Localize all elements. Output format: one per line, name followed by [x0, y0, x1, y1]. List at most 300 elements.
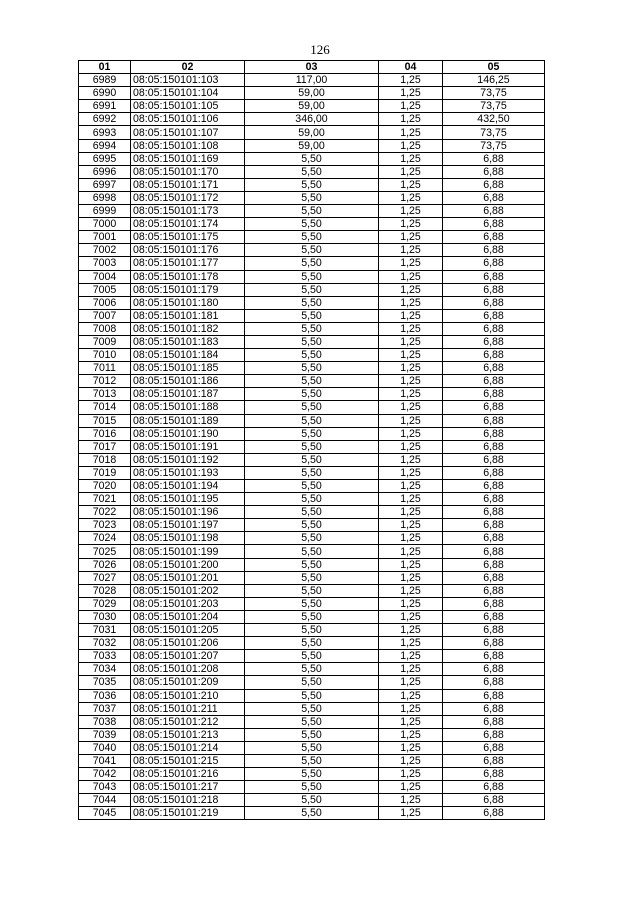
row-number-cell: 6997	[79, 178, 131, 191]
area-cell: 5,50	[245, 322, 379, 335]
total-cell: 6,88	[443, 414, 545, 427]
total-cell: 6,88	[443, 610, 545, 623]
cadastral-number-cell: 08:05:150101:197	[131, 519, 245, 532]
cadastral-number-cell: 08:05:150101:204	[131, 610, 245, 623]
area-cell: 5,50	[245, 296, 379, 309]
row-number-cell: 7038	[79, 715, 131, 728]
coefficient-cell: 1,25	[379, 152, 443, 165]
area-cell: 5,50	[245, 257, 379, 270]
row-number-cell: 7010	[79, 349, 131, 362]
cadastral-number-cell: 08:05:150101:212	[131, 715, 245, 728]
table-row	[79, 663, 545, 676]
column-header-02: 02	[131, 61, 245, 74]
cadastral-number-cell: 08:05:150101:187	[131, 388, 245, 401]
total-cell: 6,88	[443, 480, 545, 493]
total-cell: 6,88	[443, 191, 545, 204]
table-row	[79, 270, 545, 283]
area-cell: 5,50	[245, 558, 379, 571]
coefficient-cell: 1,25	[379, 663, 443, 676]
table-row	[79, 74, 545, 87]
row-number-cell: 7018	[79, 453, 131, 466]
coefficient-cell: 1,25	[379, 74, 443, 87]
cadastral-number-cell: 08:05:150101:208	[131, 663, 245, 676]
row-number-cell: 7032	[79, 637, 131, 650]
coefficient-cell: 1,25	[379, 794, 443, 807]
page-number: 126	[310, 42, 330, 57]
table-row	[79, 624, 545, 637]
coefficient-cell: 1,25	[379, 191, 443, 204]
coefficient-cell: 1,25	[379, 205, 443, 218]
table-row	[79, 453, 545, 466]
total-cell: 146,25	[443, 74, 545, 87]
table-row	[79, 87, 545, 100]
area-cell: 5,50	[245, 610, 379, 623]
row-number-cell: 7023	[79, 519, 131, 532]
table-row	[79, 178, 545, 191]
total-cell: 6,88	[443, 440, 545, 453]
row-number-cell: 7030	[79, 610, 131, 623]
table-row	[79, 283, 545, 296]
table-row	[79, 519, 545, 532]
row-number-cell: 7029	[79, 597, 131, 610]
coefficient-cell: 1,25	[379, 506, 443, 519]
coefficient-cell: 1,25	[379, 781, 443, 794]
area-cell: 5,50	[245, 440, 379, 453]
cadastral-number-cell: 08:05:150101:188	[131, 401, 245, 414]
area-cell: 5,50	[245, 480, 379, 493]
cadastral-number-cell: 08:05:150101:176	[131, 244, 245, 257]
cadastral-number-cell: 08:05:150101:205	[131, 624, 245, 637]
total-cell: 6,88	[443, 218, 545, 231]
total-cell: 6,88	[443, 781, 545, 794]
total-cell: 6,88	[443, 519, 545, 532]
table-body	[79, 74, 545, 820]
table-row	[79, 676, 545, 689]
area-cell: 5,50	[245, 532, 379, 545]
coefficient-cell: 1,25	[379, 624, 443, 637]
cadastral-number-cell: 08:05:150101:214	[131, 741, 245, 754]
cadastral-number-cell: 08:05:150101:198	[131, 532, 245, 545]
coefficient-cell: 1,25	[379, 322, 443, 335]
cadastral-number-cell: 08:05:150101:219	[131, 807, 245, 820]
row-number-cell: 7028	[79, 584, 131, 597]
total-cell: 73,75	[443, 100, 545, 113]
table-row	[79, 165, 545, 178]
table-row	[79, 506, 545, 519]
row-number-cell: 7025	[79, 545, 131, 558]
table-row	[79, 257, 545, 270]
coefficient-cell: 1,25	[379, 87, 443, 100]
cadastral-number-cell: 08:05:150101:185	[131, 362, 245, 375]
area-cell: 5,50	[245, 165, 379, 178]
coefficient-cell: 1,25	[379, 702, 443, 715]
table-row	[79, 296, 545, 309]
table-row	[79, 466, 545, 479]
coefficient-cell: 1,25	[379, 597, 443, 610]
table-row	[79, 558, 545, 571]
area-cell: 5,50	[245, 597, 379, 610]
total-cell: 6,88	[443, 794, 545, 807]
column-header-05: 05	[443, 61, 545, 74]
cadastral-number-cell: 08:05:150101:186	[131, 375, 245, 388]
coefficient-cell: 1,25	[379, 453, 443, 466]
total-cell: 6,88	[443, 270, 545, 283]
total-cell: 6,88	[443, 349, 545, 362]
area-cell: 346,00	[245, 113, 379, 126]
area-cell: 5,50	[245, 663, 379, 676]
cadastral-number-cell: 08:05:150101:201	[131, 571, 245, 584]
cadastral-number-cell: 08:05:150101:218	[131, 794, 245, 807]
total-cell: 6,88	[443, 624, 545, 637]
area-cell: 5,50	[245, 152, 379, 165]
row-number-cell: 7001	[79, 231, 131, 244]
total-cell: 6,88	[443, 558, 545, 571]
coefficient-cell: 1,25	[379, 309, 443, 322]
row-number-cell: 7012	[79, 375, 131, 388]
cadastral-number-cell: 08:05:150101:180	[131, 296, 245, 309]
row-number-cell: 7013	[79, 388, 131, 401]
total-cell: 6,88	[443, 244, 545, 257]
cadastral-number-cell: 08:05:150101:190	[131, 427, 245, 440]
table-row	[79, 231, 545, 244]
coefficient-cell: 1,25	[379, 637, 443, 650]
cadastral-number-cell: 08:05:150101:182	[131, 322, 245, 335]
total-cell: 6,88	[443, 335, 545, 348]
row-number-cell: 6994	[79, 139, 131, 152]
coefficient-cell: 1,25	[379, 296, 443, 309]
row-number-cell: 7019	[79, 466, 131, 479]
coefficient-cell: 1,25	[379, 768, 443, 781]
row-number-cell: 7020	[79, 480, 131, 493]
coefficient-cell: 1,25	[379, 414, 443, 427]
row-number-cell: 6992	[79, 113, 131, 126]
area-cell: 59,00	[245, 100, 379, 113]
row-number-cell: 7044	[79, 794, 131, 807]
total-cell: 73,75	[443, 126, 545, 139]
area-cell: 5,50	[245, 362, 379, 375]
coefficient-cell: 1,25	[379, 754, 443, 767]
area-cell: 5,50	[245, 545, 379, 558]
row-number-cell: 6996	[79, 165, 131, 178]
row-number-cell: 7021	[79, 493, 131, 506]
area-cell: 5,50	[245, 754, 379, 767]
row-number-cell: 7011	[79, 362, 131, 375]
area-cell: 5,50	[245, 388, 379, 401]
area-cell: 5,50	[245, 178, 379, 191]
coefficient-cell: 1,25	[379, 335, 443, 348]
total-cell: 6,88	[443, 427, 545, 440]
table-row	[79, 493, 545, 506]
coefficient-cell: 1,25	[379, 532, 443, 545]
table-row	[79, 244, 545, 257]
row-number-cell: 7004	[79, 270, 131, 283]
coefficient-cell: 1,25	[379, 139, 443, 152]
total-cell: 6,88	[443, 257, 545, 270]
area-cell: 5,50	[245, 728, 379, 741]
cadastral-number-cell: 08:05:150101:173	[131, 205, 245, 218]
area-cell: 5,50	[245, 205, 379, 218]
coefficient-cell: 1,25	[379, 676, 443, 689]
area-cell: 5,50	[245, 794, 379, 807]
coefficient-cell: 1,25	[379, 480, 443, 493]
area-cell: 5,50	[245, 702, 379, 715]
table-row	[79, 794, 545, 807]
table-row	[79, 532, 545, 545]
row-number-cell: 7006	[79, 296, 131, 309]
total-cell: 6,88	[443, 702, 545, 715]
column-header-04: 04	[379, 61, 443, 74]
area-cell: 5,50	[245, 231, 379, 244]
coefficient-cell: 1,25	[379, 244, 443, 257]
area-cell: 5,50	[245, 493, 379, 506]
coefficient-cell: 1,25	[379, 610, 443, 623]
area-cell: 5,50	[245, 571, 379, 584]
total-cell: 6,88	[443, 388, 545, 401]
cadastral-number-cell: 08:05:150101:206	[131, 637, 245, 650]
cadastral-number-cell: 08:05:150101:196	[131, 506, 245, 519]
cadastral-number-cell: 08:05:150101:217	[131, 781, 245, 794]
row-number-cell: 7036	[79, 689, 131, 702]
total-cell: 6,88	[443, 375, 545, 388]
cadastral-number-cell: 08:05:150101:172	[131, 191, 245, 204]
table-row	[79, 375, 545, 388]
row-number-cell: 7039	[79, 728, 131, 741]
table-row	[79, 414, 545, 427]
area-cell: 5,50	[245, 650, 379, 663]
coefficient-cell: 1,25	[379, 126, 443, 139]
total-cell: 6,88	[443, 453, 545, 466]
total-cell: 73,75	[443, 139, 545, 152]
row-number-cell: 7005	[79, 283, 131, 296]
area-cell: 5,50	[245, 637, 379, 650]
table-row	[79, 781, 545, 794]
cadastral-number-cell: 08:05:150101:210	[131, 689, 245, 702]
area-cell: 5,50	[245, 624, 379, 637]
row-number-cell: 7043	[79, 781, 131, 794]
coefficient-cell: 1,25	[379, 165, 443, 178]
area-cell: 5,50	[245, 218, 379, 231]
area-cell: 5,50	[245, 453, 379, 466]
table-row	[79, 152, 545, 165]
row-number-cell: 7041	[79, 754, 131, 767]
cadastral-number-cell: 08:05:150101:107	[131, 126, 245, 139]
row-number-cell: 7040	[79, 741, 131, 754]
total-cell: 6,88	[443, 728, 545, 741]
table-row	[79, 139, 545, 152]
area-cell: 117,00	[245, 74, 379, 87]
cadastral-number-cell: 08:05:150101:215	[131, 754, 245, 767]
cadastral-number-cell: 08:05:150101:195	[131, 493, 245, 506]
area-cell: 5,50	[245, 584, 379, 597]
cadastral-number-cell: 08:05:150101:191	[131, 440, 245, 453]
table-row	[79, 113, 545, 126]
coefficient-cell: 1,25	[379, 571, 443, 584]
table-row	[79, 584, 545, 597]
area-cell: 5,50	[245, 807, 379, 820]
coefficient-cell: 1,25	[379, 113, 443, 126]
row-number-cell: 7026	[79, 558, 131, 571]
row-number-cell: 6991	[79, 100, 131, 113]
cadastral-number-cell: 08:05:150101:169	[131, 152, 245, 165]
coefficient-cell: 1,25	[379, 218, 443, 231]
total-cell: 6,88	[443, 597, 545, 610]
area-cell: 5,50	[245, 309, 379, 322]
total-cell: 6,88	[443, 401, 545, 414]
cadastral-number-cell: 08:05:150101:103	[131, 74, 245, 87]
area-cell: 5,50	[245, 676, 379, 689]
table-row	[79, 715, 545, 728]
cadastral-number-cell: 08:05:150101:177	[131, 257, 245, 270]
row-number-cell: 7014	[79, 401, 131, 414]
table-row	[79, 637, 545, 650]
cadastral-number-cell: 08:05:150101:174	[131, 218, 245, 231]
area-cell: 5,50	[245, 466, 379, 479]
coefficient-cell: 1,25	[379, 427, 443, 440]
table-row	[79, 545, 545, 558]
area-cell: 5,50	[245, 741, 379, 754]
cadastral-number-cell: 08:05:150101:171	[131, 178, 245, 191]
coefficient-cell: 1,25	[379, 650, 443, 663]
area-cell: 59,00	[245, 139, 379, 152]
table-header-row	[79, 61, 545, 74]
cadastral-number-cell: 08:05:150101:181	[131, 309, 245, 322]
area-cell: 5,50	[245, 781, 379, 794]
cadastral-number-cell: 08:05:150101:207	[131, 650, 245, 663]
area-cell: 5,50	[245, 270, 379, 283]
cadastral-number-cell: 08:05:150101:170	[131, 165, 245, 178]
row-number-cell: 6998	[79, 191, 131, 204]
coefficient-cell: 1,25	[379, 270, 443, 283]
cadastral-number-cell: 08:05:150101:183	[131, 335, 245, 348]
row-number-cell: 7035	[79, 676, 131, 689]
row-number-cell: 7009	[79, 335, 131, 348]
table-row	[79, 597, 545, 610]
total-cell: 73,75	[443, 87, 545, 100]
total-cell: 6,88	[443, 152, 545, 165]
total-cell: 6,88	[443, 309, 545, 322]
coefficient-cell: 1,25	[379, 178, 443, 191]
table-row	[79, 741, 545, 754]
table-row	[79, 571, 545, 584]
table-row	[79, 702, 545, 715]
cadastral-number-cell: 08:05:150101:175	[131, 231, 245, 244]
cadastral-number-cell: 08:05:150101:189	[131, 414, 245, 427]
area-cell: 5,50	[245, 519, 379, 532]
cadastral-number-cell: 08:05:150101:108	[131, 139, 245, 152]
row-number-cell: 7000	[79, 218, 131, 231]
cadastral-number-cell: 08:05:150101:105	[131, 100, 245, 113]
row-number-cell: 7003	[79, 257, 131, 270]
total-cell: 6,88	[443, 807, 545, 820]
table-row	[79, 388, 545, 401]
area-cell: 5,50	[245, 768, 379, 781]
area-cell: 5,50	[245, 506, 379, 519]
coefficient-cell: 1,25	[379, 440, 443, 453]
row-number-cell: 6990	[79, 87, 131, 100]
table-row	[79, 650, 545, 663]
table-row	[79, 335, 545, 348]
coefficient-cell: 1,25	[379, 545, 443, 558]
total-cell: 6,88	[443, 231, 545, 244]
total-cell: 6,88	[443, 506, 545, 519]
coefficient-cell: 1,25	[379, 231, 443, 244]
row-number-cell: 7024	[79, 532, 131, 545]
area-cell: 5,50	[245, 375, 379, 388]
column-header-03: 03	[245, 61, 379, 74]
area-cell: 5,50	[245, 427, 379, 440]
row-number-cell: 7015	[79, 414, 131, 427]
cadastral-number-cell: 08:05:150101:194	[131, 480, 245, 493]
coefficient-cell: 1,25	[379, 349, 443, 362]
area-cell: 5,50	[245, 283, 379, 296]
table-row	[79, 427, 545, 440]
total-cell: 6,88	[443, 545, 545, 558]
coefficient-cell: 1,25	[379, 728, 443, 741]
cadastral-number-cell: 08:05:150101:192	[131, 453, 245, 466]
coefficient-cell: 1,25	[379, 689, 443, 702]
row-number-cell: 6999	[79, 205, 131, 218]
table-row	[79, 401, 545, 414]
coefficient-cell: 1,25	[379, 257, 443, 270]
total-cell: 6,88	[443, 178, 545, 191]
cadastral-number-cell: 08:05:150101:178	[131, 270, 245, 283]
row-number-cell: 7033	[79, 650, 131, 663]
total-cell: 6,88	[443, 322, 545, 335]
coefficient-cell: 1,25	[379, 558, 443, 571]
table-row	[79, 807, 545, 820]
total-cell: 6,88	[443, 650, 545, 663]
cadastral-number-cell: 08:05:150101:213	[131, 728, 245, 741]
total-cell: 6,88	[443, 741, 545, 754]
cadastral-number-cell: 08:05:150101:209	[131, 676, 245, 689]
table-row	[79, 362, 545, 375]
area-cell: 5,50	[245, 414, 379, 427]
area-cell: 59,00	[245, 126, 379, 139]
coefficient-cell: 1,25	[379, 584, 443, 597]
area-cell: 5,50	[245, 335, 379, 348]
total-cell: 6,88	[443, 754, 545, 767]
row-number-cell: 7027	[79, 571, 131, 584]
table-row	[79, 754, 545, 767]
table-row	[79, 126, 545, 139]
table-row	[79, 100, 545, 113]
cadastral-number-cell: 08:05:150101:202	[131, 584, 245, 597]
table-row	[79, 689, 545, 702]
coefficient-cell: 1,25	[379, 283, 443, 296]
area-cell: 5,50	[245, 191, 379, 204]
table-row	[79, 309, 545, 322]
table-row	[79, 349, 545, 362]
coefficient-cell: 1,25	[379, 100, 443, 113]
column-header-01: 01	[79, 61, 131, 74]
area-cell: 5,50	[245, 349, 379, 362]
row-number-cell: 7037	[79, 702, 131, 715]
cadastral-number-cell: 08:05:150101:200	[131, 558, 245, 571]
total-cell: 6,88	[443, 493, 545, 506]
total-cell: 6,88	[443, 584, 545, 597]
row-number-cell: 7016	[79, 427, 131, 440]
total-cell: 6,88	[443, 532, 545, 545]
table-row	[79, 191, 545, 204]
cadastral-number-cell: 08:05:150101:203	[131, 597, 245, 610]
coefficient-cell: 1,25	[379, 493, 443, 506]
row-number-cell: 7017	[79, 440, 131, 453]
total-cell: 432,50	[443, 113, 545, 126]
coefficient-cell: 1,25	[379, 715, 443, 728]
total-cell: 6,88	[443, 362, 545, 375]
table-row	[79, 322, 545, 335]
total-cell: 6,88	[443, 296, 545, 309]
